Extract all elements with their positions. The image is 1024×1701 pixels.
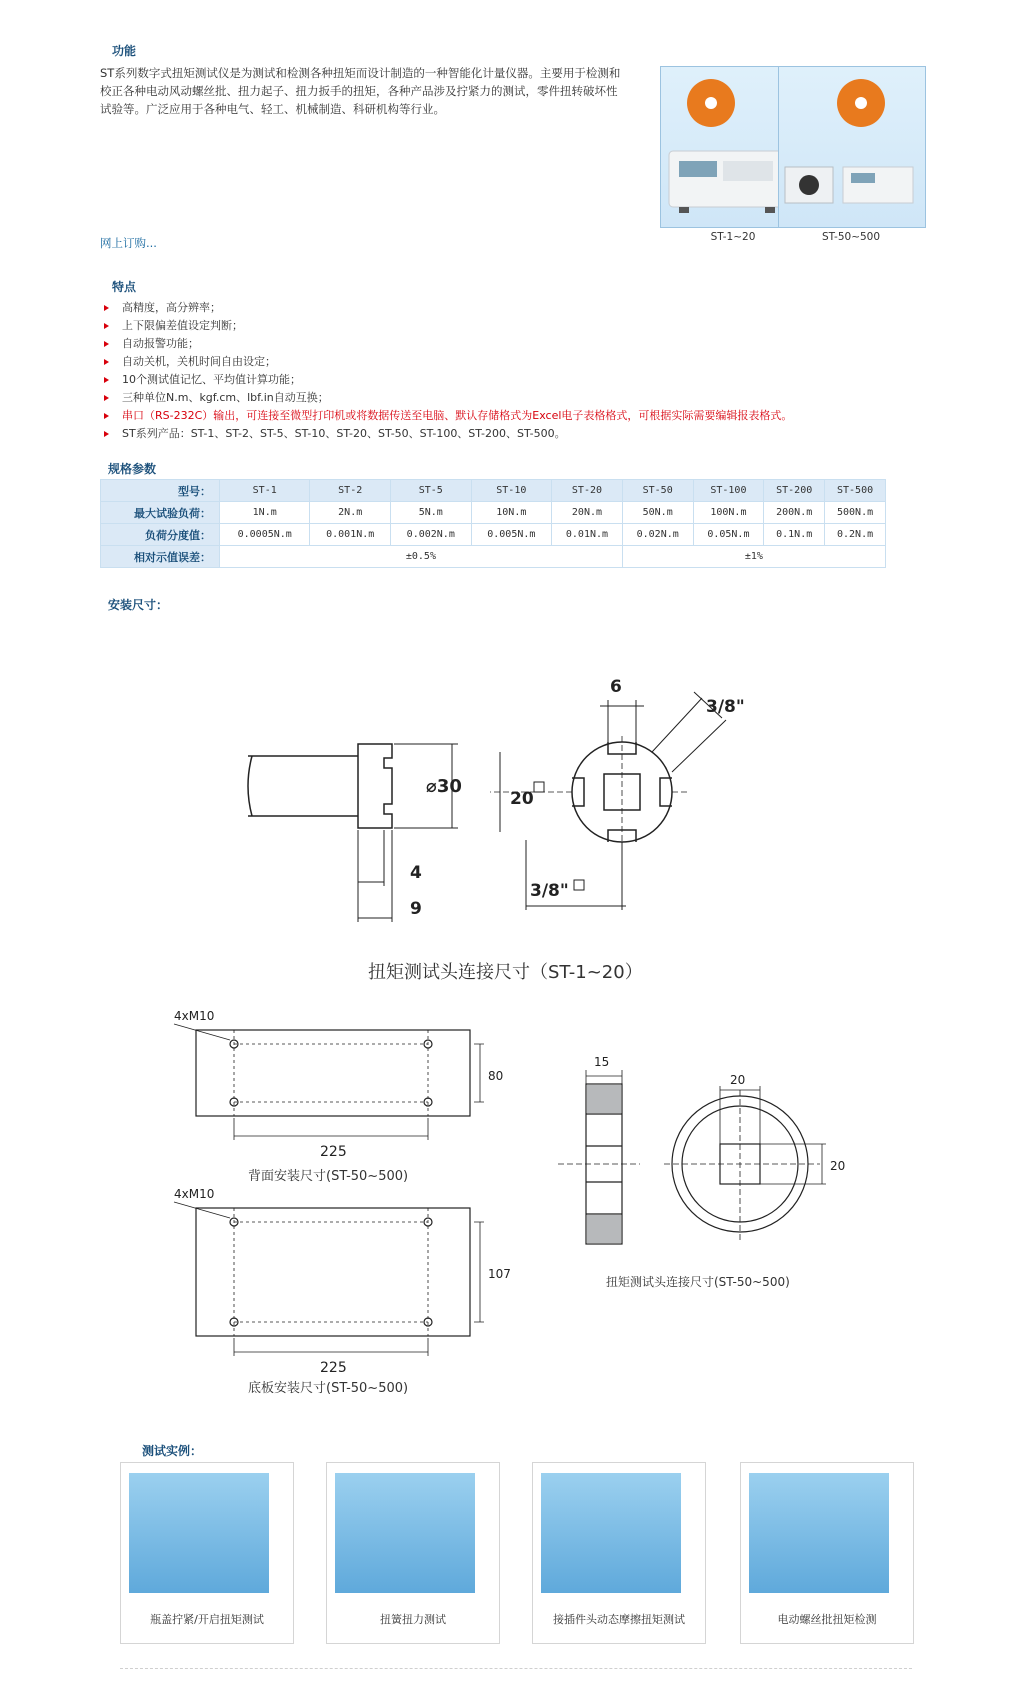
spec-cell: ST-500 [825,480,886,502]
case-label: 瓶盖拧紧/开启扭矩测试 [150,1613,264,1626]
dim-6-line [600,700,644,742]
spec-cell: 1N.m [220,502,310,524]
feature-item [100,389,960,407]
case-card-connector [532,1462,706,1644]
m10-leader-a [174,1024,230,1040]
spec-cell: ST-50 [622,480,693,502]
case-label: 接插件头动态摩擦扭矩测试 [553,1613,685,1626]
bullet-icon [104,359,109,365]
feature-text: 自动报警功能； [122,337,199,350]
function-line-2: 校正各种电动风动螺丝批、扭力起子、扭力扳手的扭矩，各种产品涉及拧紧力的测试，零件扭转破坏性 [100,84,618,98]
spec-cell: ST-10 [471,480,552,502]
feature-item-highlight [100,407,960,425]
function-description [100,64,660,118]
dim-15-label: 15 [594,1055,610,1069]
bullet-icon [104,341,109,347]
bottom-plate [196,1208,470,1336]
spec-table [100,479,886,568]
dim-9-label: 9 [410,899,422,919]
features-list [100,299,960,443]
feature-text: 高精度，高分辨率； [122,301,221,314]
feature-item [100,371,960,389]
spec-label: 相对示值误差： [101,546,220,568]
shaft-outline [248,756,358,816]
dim-4-9-lines [358,830,392,922]
feature-item [100,335,960,353]
feature-text: 三种单位N.m、kgf.cm、lbf.in自动互换； [122,391,329,404]
order-link[interactable]: 网上订购... [100,236,157,250]
spec-cell: 0.2N.m [825,524,886,546]
bullet-icon [104,395,109,401]
notch-left [572,778,584,806]
product-image-st50-500 [778,66,926,228]
product-illustration-large [779,67,925,227]
spec-cell: 500N.m [825,502,886,524]
feature-item [100,353,960,371]
dim-107-label: 107 [488,1267,511,1281]
square-symbol [574,880,584,890]
square-symbol [534,782,544,792]
dim-15-line [586,1070,622,1084]
dim-6-label: 6 [610,677,622,697]
footer-divider [120,1668,912,1669]
function-title: 功能 [112,44,137,58]
dim-4-label: 4 [410,863,422,883]
spec-cell: ST-2 [310,480,391,502]
spec-cell: ST-5 [390,480,471,502]
dim-38-bottom-label: 3/8" [530,881,569,901]
dim-80-line [474,1044,484,1102]
spec-cell-error-small: ±0.5% [220,546,623,568]
dim-225-b-label: 225 [320,1360,347,1376]
function-line-1: ST系列数字式扭矩测试仪是为测试和检测各种扭矩而设计制造的一种智能化计量仪器。主要用于检测和 [100,66,621,80]
cases-title: 测试实例： [142,1444,203,1458]
spec-cell-error-large: ±1% [622,546,885,568]
spec-label: 最大试验负荷： [101,502,220,524]
feature-text: ST系列产品：ST-1、ST-2、ST-5、ST-10、ST-20、ST-50、ST-100、ST-200、ST-500。 [122,427,566,440]
feature-text: 串口（RS-232C）输出，可连接至微型打印机或将数据传送至电脑、默认存储格式为Excel电子表格格式，可根据实际需要编辑报表格式。 [122,409,793,422]
function-line-3: 试验等。广泛应用于各种电气、轻工、机械制造、科研机构等行业。 [100,102,445,116]
specs-title: 规格参数 [108,462,157,476]
spec-cell: ST-1 [220,480,310,502]
spec-cell: 0.02N.m [622,524,693,546]
spec-cell: ST-100 [693,480,764,502]
spec-cell: 200N.m [764,502,825,524]
caption-st1-20: 扭矩测试头连接尺寸（ST-1~20） [368,962,643,983]
spec-cell: 0.005N.m [471,524,552,546]
head-front-centerlines [664,1090,820,1240]
dim-225-a-line [234,1118,428,1140]
spec-cell: 0.01N.m [552,524,623,546]
spec-row-error [101,546,886,568]
case-card-bottle [120,1462,294,1644]
bullet-icon [104,323,109,329]
m10-label-b: 4xM10 [174,1187,215,1201]
feature-item [100,317,960,335]
spec-cell: 0.05N.m [693,524,764,546]
spec-cell: 5N.m [390,502,471,524]
spec-cell: 0.0005N.m [220,524,310,546]
spec-cell: 10N.m [471,502,552,524]
spec-cell: 2N.m [310,502,391,524]
case-label: 扭簧扭力测试 [380,1613,446,1626]
case-image-connector [541,1473,681,1593]
spec-label: 型号： [101,480,220,502]
feature-text: 自动关机，关机时间自由设定； [122,355,276,368]
dim-20-side-label: 20 [830,1159,846,1173]
spec-row-resolution [101,524,886,546]
m10-leader-b [174,1202,230,1218]
spec-cell: ST-20 [552,480,623,502]
bullet-icon [104,431,109,437]
bottom-plate-hole-guides [234,1208,428,1336]
bullet-icon [104,413,109,419]
feature-item [100,299,960,317]
install-title: 安装尺寸： [108,598,169,612]
dim-20-top-label: 20 [730,1073,746,1087]
dim-38-top-label: 3/8" [706,697,745,717]
spec-cell: 0.001N.m [310,524,391,546]
spec-cell: 100N.m [693,502,764,524]
bullet-icon [104,377,109,383]
notch-right [660,778,672,806]
caption-bottom-mount: 底板安装尺寸(ST-50~500) [248,1381,409,1396]
dim-20-label: 20 [510,789,534,809]
caption-head-st50-500: 扭矩测试头连接尺寸(ST-50~500) [606,1275,790,1289]
bullet-icon [104,305,109,311]
caption-back-mount: 背面安装尺寸(ST-50~500) [248,1169,409,1184]
case-image-bottle [129,1473,269,1593]
mounting-drawings-st50-500 [0,1000,1024,1400]
dim-107-line [474,1222,484,1322]
product-caption-st1-20: ST-1~20 [710,231,756,243]
spec-cell: 0.1N.m [764,524,825,546]
case-card-spring [326,1462,500,1644]
back-plate [196,1030,470,1116]
product-caption-st50-500: ST-50~500 [821,231,881,243]
dim-225-b-line [234,1338,428,1356]
flange-outline [358,744,392,828]
feature-text: 10个测试值记忆、平均值计算功能； [122,373,301,386]
back-plate-hole-guides [234,1030,428,1116]
spec-row-max-load [101,502,886,524]
case-label: 电动螺丝批扭矩检测 [777,1613,877,1626]
feature-item [100,425,960,443]
spec-cell: 0.002N.m [390,524,471,546]
spec-cell: 50N.m [622,502,693,524]
spec-cell: ST-200 [764,480,825,502]
spec-row-model [101,480,886,502]
dim-225-a-label: 225 [320,1144,347,1160]
spec-label: 负荷分度值： [101,524,220,546]
m10-label-a: 4xM10 [174,1009,215,1023]
case-image-spring [335,1473,475,1593]
case-card-screwdriver [740,1462,914,1644]
torque-head-drawing-st1-20 [0,640,1024,983]
dim-80-label: 80 [488,1069,504,1083]
case-image-screwdriver [749,1473,889,1593]
spec-cell: 20N.m [552,502,623,524]
features-title: 特点 [112,280,137,294]
dim-30-label: ⌀30 [426,776,462,797]
feature-text: 上下限偏差值设定判断； [122,319,243,332]
shaft-break [248,756,252,816]
